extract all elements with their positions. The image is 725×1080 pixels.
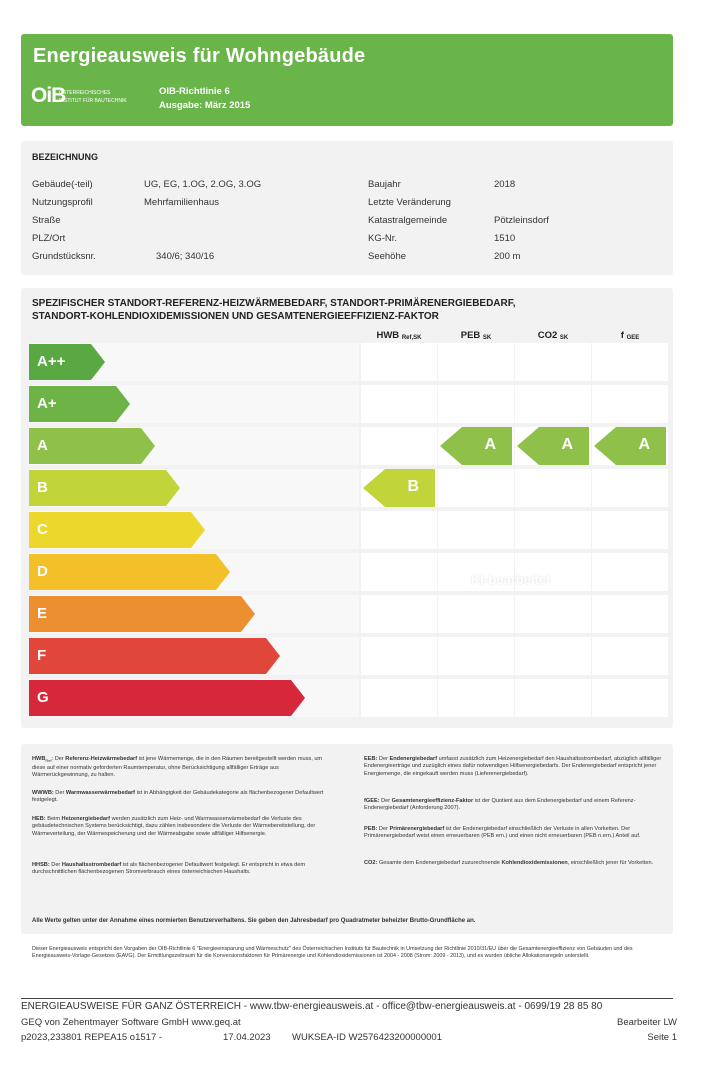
grid-cell — [361, 511, 437, 549]
column-header-hwb: HWB $_{Ref,SK}$ — [376, 330, 422, 341]
definition-heb: HEB: Beim Heizenergiebedarf werden zusätzlich zum Heiz- und Warmwasserwärmebedarf die Verluste des gebäudetechnischen Systems berücksichtigt, dazu zählen insbesondere die Verluste der Wärmebereitstellung, der Wärmeverteilung, der Wärmespeicherung und der Wärmeabgabe sowie allfälliger Hilfsenergie. — [32, 816, 316, 837]
grid-cell — [515, 679, 591, 717]
grid-cell — [592, 469, 668, 507]
grid-cell — [361, 343, 437, 381]
footer-wuksea-id: WUKSEA-ID W2576423200000001 — [292, 1032, 442, 1043]
info-section-title: BEZEICHNUNG — [32, 152, 99, 162]
guideline-name: OIB-Richtlinie 6 — [159, 86, 230, 97]
header-banner — [21, 34, 673, 126]
definition-hwb: $HWB_{Ref}$: Der Referenz-Heizwärmebedarf ist jene Wärmemenge, die in den Räumen bereitgestellt werden muss, um diese auf einer normativ geforderten Raumtemperatur, ohne Berücksichtigung allfälliger Erträge aus Wärmerückgewinnung, zu halten. — [32, 756, 323, 778]
grid-cell — [438, 385, 514, 423]
info-value: Mehrfamilienhaus — [144, 197, 219, 208]
building-info-section — [21, 141, 673, 275]
footer-divider — [21, 998, 673, 999]
energy-class-bar — [29, 638, 280, 674]
info-label: KG-Nr. — [368, 233, 398, 244]
rating-marker-label: A — [638, 436, 650, 453]
grid-cell — [438, 595, 514, 633]
page-title: Energieausweis für Wohngebäude — [33, 45, 366, 67]
grid-cell — [515, 385, 591, 423]
footer-page: Seite 1 — [647, 1032, 677, 1043]
grid-cell — [592, 385, 668, 423]
info-label: Seehöhe — [368, 251, 407, 262]
energy-class-bar — [29, 428, 155, 464]
grid-cell — [361, 385, 437, 423]
column-header-co2: CO2 $_{SK}$ — [537, 330, 569, 341]
grid-cell — [361, 427, 437, 465]
footer-contact: ENERGIEAUSWEISE FÜR GANZ ÖSTERREICH - www.tbw-energieausweis.at - office@tbw-energieausweis.at - 0699/19 28 85 80 — [21, 1001, 603, 1012]
footer-editor: Bearbeiter LW — [616, 1017, 677, 1028]
ai-watermark: KI-bearbeitet — [471, 572, 551, 587]
info-value: 340/6; 340/16 — [156, 251, 215, 262]
grid-cell — [438, 679, 514, 717]
grid-cell — [592, 511, 668, 549]
definition-fgee: fGEE: Der Gesamtenergieeffizienz-Faktor ist der Quotient aus dem Endenergiebedarf und einem Referenz-Endenergiebedarf (Anforderung 2007). — [364, 798, 636, 812]
grid-cell — [592, 553, 668, 591]
energy-class-label: F — [37, 647, 47, 664]
energy-class-bar — [29, 554, 230, 590]
rating-marker-label: B — [407, 478, 419, 495]
grid-cell — [592, 679, 668, 717]
grid-cell — [361, 595, 437, 633]
energy-class-bar — [29, 512, 205, 548]
grid-cell — [438, 469, 514, 507]
oib-logo-subtitle-1: ÖSTERREICHISCHES — [59, 90, 111, 96]
grid-cell — [515, 343, 591, 381]
info-value: 200 m — [494, 251, 521, 262]
grid-cell — [515, 637, 591, 675]
grid-cell — [515, 511, 591, 549]
oib-logo-subtitle-2: INSTITUT FÜR BAUTECHNIK — [59, 98, 127, 104]
info-label: Katastralgemeinde — [368, 215, 448, 226]
grid-cell — [592, 343, 668, 381]
rating-marker-label: A — [561, 436, 573, 453]
energy-class-bar — [29, 470, 180, 506]
grid-cell — [361, 679, 437, 717]
energy-class-bar — [29, 680, 305, 716]
energy-class-label: B — [37, 479, 48, 496]
definition-eeb: EEB: Der Endenergiebedarf umfasst zusätzlich zum Heizenergiebedarf den Haushaltsstrombedarf, abzüglich allfälliger Endenergieerträge und zuzüglich eines dafür notwendigen Hilfsenergiebedarfs. Der Endenergiebedarf entspricht jener Energiemenge, die eingekauft werden muss (Lieferenergiebedarf). — [364, 756, 662, 777]
info-label: Gebäude(-teil) — [32, 179, 93, 190]
energy-class-bar — [29, 344, 105, 380]
legal-disclaimer: Dieser Energieausweis entspricht den Vorgaben der OIB-Richtlinie 6 "Energieeinsparung und Wärmeschutz" des Österreichischen Instituts für Bautechnik in Umsetzung der Richtlinie 2010/31/EU über die Gesamtenergieeffizienz von Gebäuden und des Energieausweis-Vorlage-Gesetzes (EAVG). Der Ermittlungszeitraum für die Konversionsfaktoren für Primärenergie und Kohlendioxidemissionen ist 2004 - 2008 (Strom: 2009 - 2013), und es wurden übliche Allokationsregeln unterstellt. — [32, 946, 633, 960]
grid-cell — [361, 553, 437, 591]
definition-peb: PEB: Der Primärenergiebedarf ist der Endenergiebedarf einschließlich der Verluste in allen Vorketten. Der Primärenergiebedarf weist einen erneuerbaren (PEB ern.) und einen nicht erneuerbaren (PEB n.ern.) Anteil auf. — [364, 826, 641, 840]
rating-marker — [363, 469, 435, 507]
oib-logo: OiB — [31, 84, 66, 107]
footer-date: 17.04.2023 — [223, 1032, 271, 1043]
info-label: Grundstücksnr. — [32, 251, 96, 262]
column-header-fgee: f $_{GEE}$ — [620, 330, 640, 341]
energy-class-label: C — [37, 521, 48, 538]
energy-class-label: A++ — [37, 353, 66, 370]
info-value: 2018 — [494, 179, 516, 190]
info-label: Letzte Veränderung — [368, 197, 451, 208]
energy-class-label: A+ — [37, 395, 57, 412]
grid-cell — [515, 595, 591, 633]
grid-cell — [592, 595, 668, 633]
info-label: Nutzungsprofil — [32, 197, 93, 208]
grid-cell — [515, 469, 591, 507]
definitions-footnote: Alle Werte gelten unter der Annahme eines normierten Benutzerverhaltens. Sie geben den Jahresbedarf pro Quadratmeter beheizter Brutto-Grundfläche an. — [32, 918, 476, 924]
definitions-section — [21, 744, 673, 934]
grid-cell — [438, 343, 514, 381]
grid-cell — [592, 637, 668, 675]
info-value: UG, EG, 1.OG, 2.OG, 3.OG — [144, 179, 262, 190]
definition-co2: CO2: Gesamte dem Endenergiebedarf zuzurechnende Kohlendioxidemissionen, einschließlich jener für Vorketten. — [364, 860, 654, 866]
info-label: PLZ/Ort — [32, 233, 66, 244]
grid-cell — [438, 511, 514, 549]
energy-class-label: G — [37, 689, 49, 706]
footer-reference: p2023,233801 REPEA15 o1517 - — [21, 1032, 163, 1043]
rating-marker — [517, 427, 589, 465]
definition-hhsb: HHSB: Der Haushaltsstrombedarf ist als flächenbezogener Defaultwert festgelegt. Er entspricht in etwa dem durchschnittlichen flächenbezogenen Stromverbrauch eines österreichischen Haushalts. — [32, 862, 305, 876]
energy-class-label: E — [37, 605, 48, 622]
energy-class-bar — [29, 386, 130, 422]
chart-title-line-2: STANDORT-KOHLENDIOXIDEMISSIONEN UND GESAMTENERGIEEFFIZIENZ-FAKTOR — [32, 311, 439, 322]
info-value: Pötzleinsdorf — [494, 215, 549, 226]
info-value: 1510 — [494, 233, 516, 244]
column-header-peb: PEB $_{SK}$ — [460, 330, 492, 341]
guideline-edition: Ausgabe: März 2015 — [159, 100, 251, 111]
energy-class-chart — [21, 288, 673, 728]
energy-class-label: A — [37, 437, 48, 454]
footer-software: GEQ von Zehentmayer Software GmbH www.geq.at — [21, 1017, 241, 1028]
rating-marker — [594, 427, 666, 465]
definition-wwwb: WWWB: Der Warmwasserwärmebedarf ist in Abhängigkeit der Gebäudekategorie als flächenbezogener Defaultwert festgelegt. — [32, 790, 324, 804]
rating-marker — [440, 427, 512, 465]
info-label: Baujahr — [368, 179, 401, 190]
rating-marker-label: A — [484, 436, 496, 453]
energy-class-bar — [29, 596, 255, 632]
grid-cell — [361, 637, 437, 675]
energy-class-label: D — [37, 563, 48, 580]
info-label: Straße — [32, 215, 61, 226]
grid-cell — [438, 637, 514, 675]
chart-title-line-1: SPEZIFISCHER STANDORT-REFERENZ-HEIZWÄRMEBEDARF, STANDORT-PRIMÄRENERGIEBEDARF, — [32, 298, 516, 309]
